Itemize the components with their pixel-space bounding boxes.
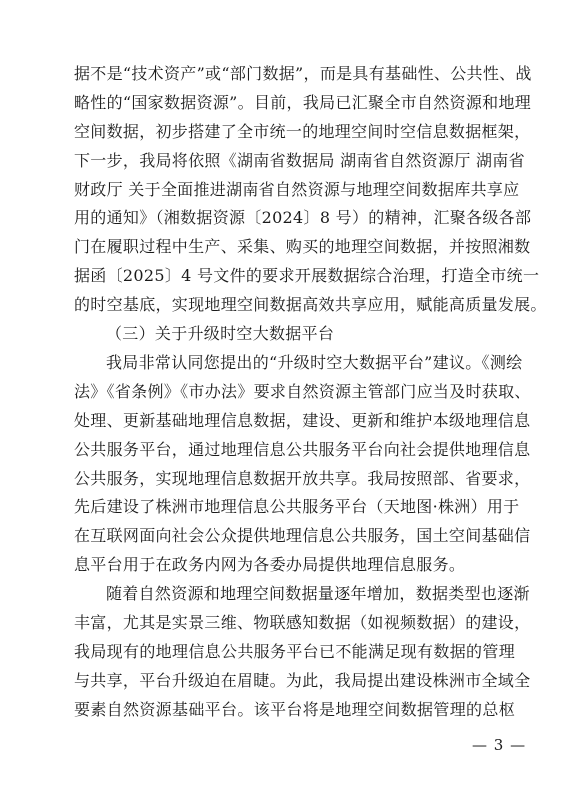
text-line: 据不是“技术资产”或“部门数据”，而是具有基础性、公共性、战 [74,64,532,83]
text-line: 下一步，我局将依照《湖南省数据局 湖南省自然资源厅 湖南省 [74,150,525,170]
text-line: 空间数据，初步搭建了全市统一的地理空间时空信息数据框架， [74,121,531,141]
text-line: 随着自然资源和地理空间数据量逐年增加，数据类型也逐渐 [106,584,530,603]
text-line: 在互联网面向社会公众提供地理信息公共服务，国土空间基础信 [74,526,531,546]
text-line: 据函〔2025〕4 号文件的要求开展数据综合治理，打造全市统一 [74,266,540,286]
text-line: 与共享，平台升级迫在眉睫。为此，我局提出建设株洲市全域全 [74,670,531,690]
text-line: 法》《省条例》《市办法》要求自然资源主管部门应当及时获取、 [74,381,531,401]
paragraph-platform-upgrade [74,349,531,580]
section-heading [106,320,515,349]
text-line: 处理、更新基础地理信息数据，建设、更新和维护本级地理信息 [74,410,531,430]
paragraph-data-growth [74,580,531,724]
section-heading-text: （三）关于升级时空大数据平台 [106,324,335,343]
text-line: 要素自然资源基础平台。该平台将是地理空间数据管理的总枢 [74,699,515,719]
text-line: 公共服务，实现地理信息数据开放共享。我局按照部、省要求， [74,468,531,488]
text-line: 公共服务平台，通过地理信息公共服务平台向社会提供地理信息 [74,439,531,459]
text-line: 先后建设了株洲市地理信息公共服务平台（天地图·株洲）用于 [74,497,520,517]
text-line: 门在履职过程中生产、采集、购买的地理空间数据，并按照湘数 [74,237,531,257]
text-line: 我局现有的地理信息公共服务平台已不能满足现有数据的管理 [74,641,515,661]
text-line: 我局非常认同您提出的“升级时空大数据平台”建议。《测绘 [106,353,523,372]
text-line: 略性的“国家数据资源”。目前，我局已汇聚全市自然资源和地理 [74,92,532,112]
text-line: 财政厅 关于全面推进湖南省自然资源与地理空间数据库共享应 [74,179,520,199]
page-number: — 3 — [472,736,527,754]
paragraph-data-resources [74,60,547,320]
text-line: 息平台用于在政务内网为各委办局提供地理信息服务。 [74,555,466,575]
text-line: 的时空基底，实现地理空间数据高效共享应用，赋能高质量发展。 [74,295,547,315]
text-line: 丰富，尤其是实景三维、物联感知数据（如视频数据）的建设， [74,612,531,632]
text-line: 用的通知》（湘数据资源〔2024〕8 号）的精神，汇聚各级各部 [74,208,532,228]
